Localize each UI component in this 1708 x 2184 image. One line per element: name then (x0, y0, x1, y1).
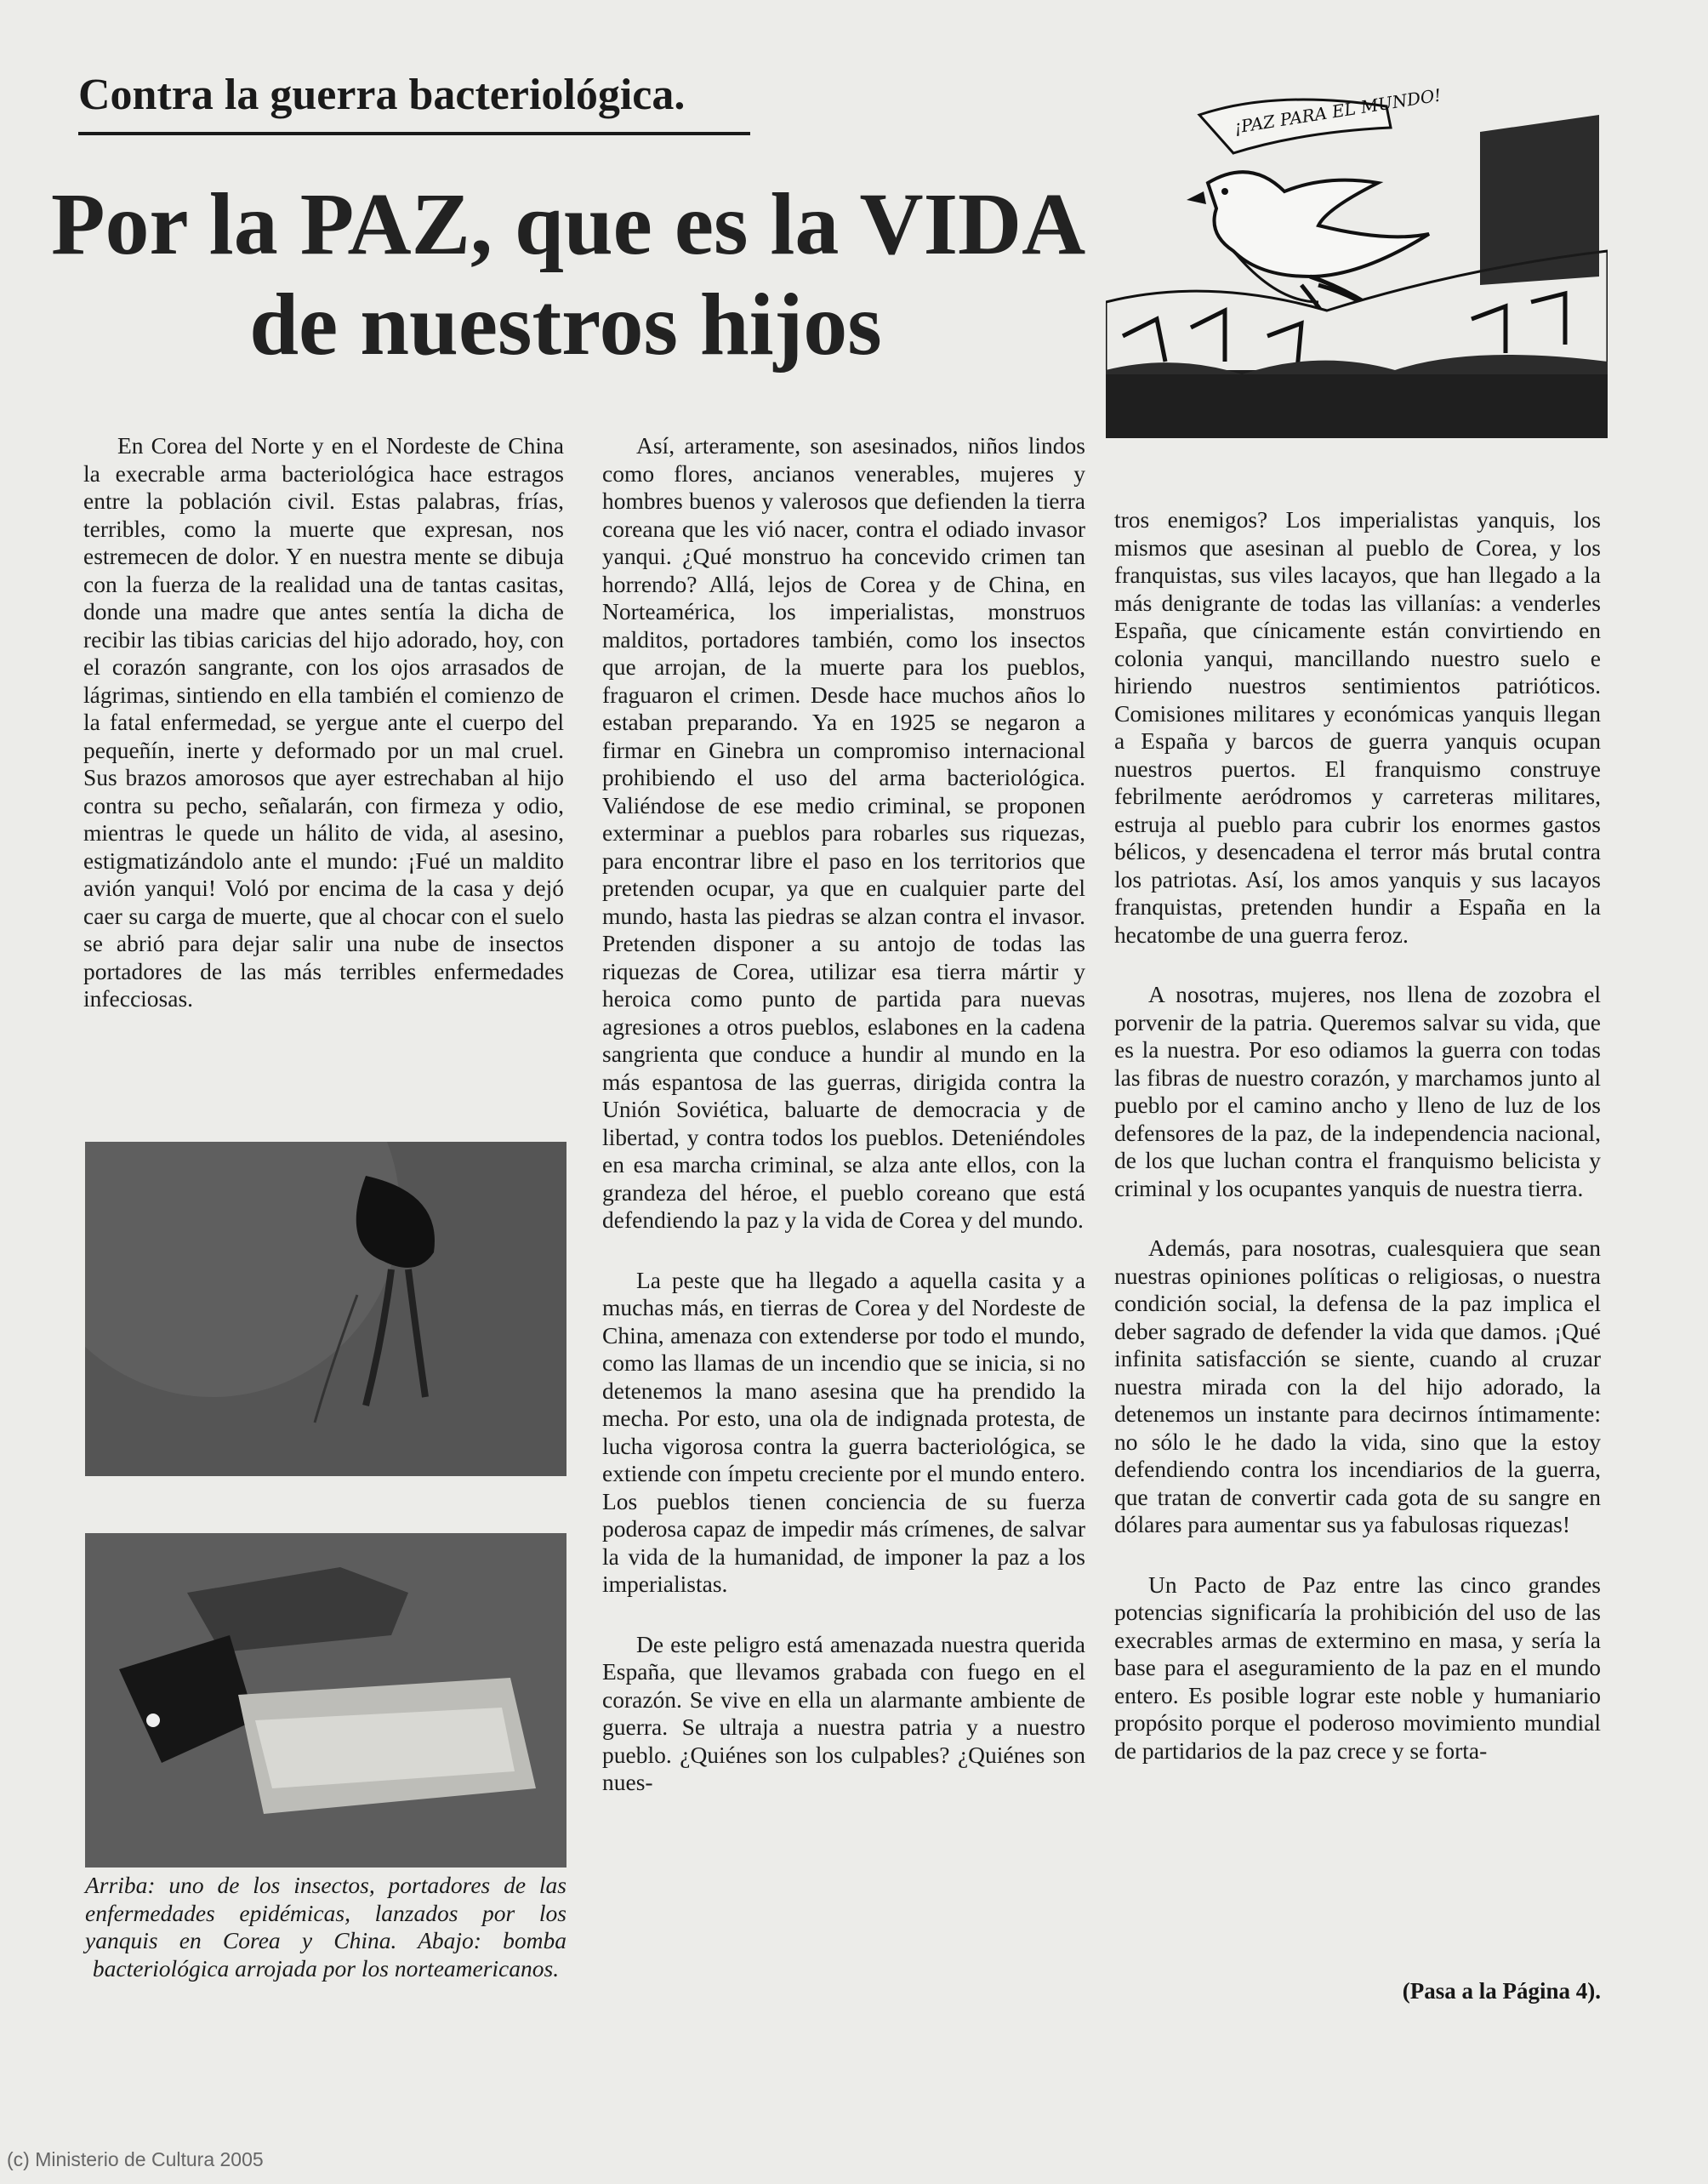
headline (51, 174, 1086, 375)
article-column-2 (602, 432, 1085, 1797)
photo-bomb (85, 1533, 566, 1868)
continuation-note: (Pasa a la Página 4). (1402, 1978, 1601, 2004)
copyright-notice: (c) Ministerio de Cultura 2005 (7, 2148, 264, 2170)
peace-dove-illustration (1106, 81, 1608, 438)
photo-insect (85, 1142, 566, 1476)
paragraph: La peste que ha llegado a aquella casita y a muchas más, en tierras de Corea y del Nordeste de China, amenaza con extenderse por todo el mundo, como las llamas de un incendio que se inicia, si no detenemos la mano asesina que ha prendido la mecha. Por esto, una ola de indignada protesta, de lucha vigorosa contra la guerra bacteriológica, se extiende con ímpetu creciente por el mundo entero. Los pueblos tienen conciencia de su fuerza poderosa capaz de impedir más crímenes, de salvar la vida de la humanidad, de imponer la paz a los imperialistas. (602, 1266, 1085, 1597)
article-column-3 (1114, 506, 1601, 1765)
paragraph: De este peligro está amenazada nuestra querida España, que llevamos grabada con fuego en el corazón. Se vive en ella un alarmante ambiente de guerra. Se ultraja a nuestra patria y a nuestro pueblo. ¿Quiénes son los culpables? ¿Quiénes son nues- (602, 1630, 1085, 1795)
section-kicker: Contra la guerra bacteriológica. (78, 70, 750, 135)
paragraph: Además, para nosotras, cualesquiera que sean nuestras opiniones políticas o religiosas, o nuestra condición social, la defensa de la paz implica el deber sagrado de defender la vida que damos. ¡Qué infinita satisfacción se siente, cuando al cruzar nuestra mirada con la del hijo adorado, la detenemos un instante para decirnos íntimamente: no sólo le he dado la vida, sino que la estoy defendiendo contra los incendiarios de la guerra, que tratan de convertir cada gota de su sangre en dólares para aumentar sus ya fabulosas riquezas! (1114, 1235, 1601, 1537)
paragraph: En Corea del Norte y en el Nordeste de China la execrable arma bacteriológica hace estragos entre la población civil. Estas palabras, frías, terribles, como la muerte que expresan, nos estremecen de dolor. Y en nuestra mente se dibuja con la fuerza de la realidad una de tantas casitas, donde una madre que antes sentía la dicha de recibir las tibias caricias del hijo adorado, hoy, con el corazón sangrante, con los ojos arrasados de lágrimas, sintiendo en ella también el comienzo de la fatal enfermedad, se yergue ante el cuerpo del pequeñín, inerte y deformado por un mal cruel. Sus brazos amorosos que ayer estrechaban al hijo contra su pecho, señalarán, con firmeza y odio, mientras le quede un hálito de vida, al asesino, estigmatizándolo ante el mundo: ¡Fué un maldito avión yanqui! Voló por encima de la casa y dejó caer su carga de muerte, que al chocar con el suelo se abrió para dejar salir una nube de insectos portadores de las más terribles enfermedades infecciosas. (83, 432, 564, 1012)
banner-text: ¡PAZ PARA EL MUNDO! (1233, 84, 1443, 138)
paragraph: Un Pacto de Paz entre las cinco grandes potencias significaría la prohibición del uso de las execrables armas de extermino en masa, y sería la base para el aseguramiento de la paz en el mundo entero. Es posible lograr este noble y humaniario propósito porque el poderoso movimiento mundial de partidarios de la paz crece y se forta- (1114, 1571, 1601, 1764)
headline-line-1: Por la PAZ, que es la VIDA (51, 175, 1086, 273)
headline-line-2: de nuestros hijos (249, 276, 882, 374)
paragraph: tros enemigos? Los imperialistas yanquis, los mismos que asesinan al pueblo de Corea, y los franquistas, sus viles lacayos, que han llegado a la más denigrante de todas las villanías: a venderles España, que cínicamente están convirtiendo en colonia yanqui, mancillando nuestro suelo e hiriendo nuestros sentimientos patrióticos. Comisiones militares y económicas yanquis llegan a España y barcos de guerra yanquis ocupan nuestros puertos. El franquismo construye febrilmente aeródromos y carreteras militares, estruja al pueblo para cubrir los enormes gastos bélicos, y desencadena el terror más brutal contra los patriotas. Así, los amos yanquis y sus lacayos franquistas, pretenden hundir a España en la hecatombe de una guerra feroz. (1114, 506, 1601, 948)
paragraph: A nosotras, mujeres, nos llena de zozobra el porvenir de la patria. Queremos salvar su vida, que es la nuestra. Por eso odiamos la guerra con todas las fibras de nuestro corazón, y marchamos junto al pueblo por el camino ancho y lleno de luz de los defensores de la paz, de la independencia nacional, de los que luchan contra el franquismo belicista y criminal y los ocupantes yanquis de nuestra tierra. (1114, 981, 1601, 1201)
paragraph: Así, arteramente, son asesinados, niños lindos como flores, ancianos venerables, mujeres y hombres buenos y valerosos que defienden la tierra coreana que les vió nacer, contra el odiado invasor yanqui. ¿Qué monstruo ha concevido crimen tan horrendo? Allá, lejos de Corea y de China, en Norteamérica, los imperialistas, monstruos malditos, portadores también, como los insectos que arrojan, de la muerte para los pueblos, fraguaron el crimen. Desde hace muchos años lo estaban preparando. Ya en 1925 se negaron a firmar en Ginebra un compromiso internacional prohibiendo el uso del arma bacteriológica. Valiéndose de ese medio criminal, se proponen exterminar a pueblos para robarles sus riquezas, para encontrar libre el paso en los territorios que pretenden ocupar, ya que en cualquier parte del mundo, hasta las piedras se alzan contra el invasor. Pretenden disponer a su antojo de todas las riquezas de Corea, utilizar esa tierra mártir y heroica como punto de partida para nuevas agresiones a otros pueblos, eslabones en la cadena sangrienta que conduce a hundir al mundo en la más espantosa de las guerras, dirigida contra la Unión Soviética, baluarte de democracia y de libertad, y contra todos los pueblos. Deteniéndoles en esa marcha criminal, se alza ante ellos, con la grandeza del héroe, el pueblo coreano que está defendiendo la paz y la vida de Corea y del mundo. (602, 432, 1085, 1233)
photo-caption: Arriba: uno de los insectos, portadores de las enfermedades epidémicas, lanzados por los yanquis en Corea y China. Abajo: bomba bacteriológica arrojada por los norteamericanos. (85, 1872, 566, 1982)
article-column-1 (83, 432, 564, 1013)
